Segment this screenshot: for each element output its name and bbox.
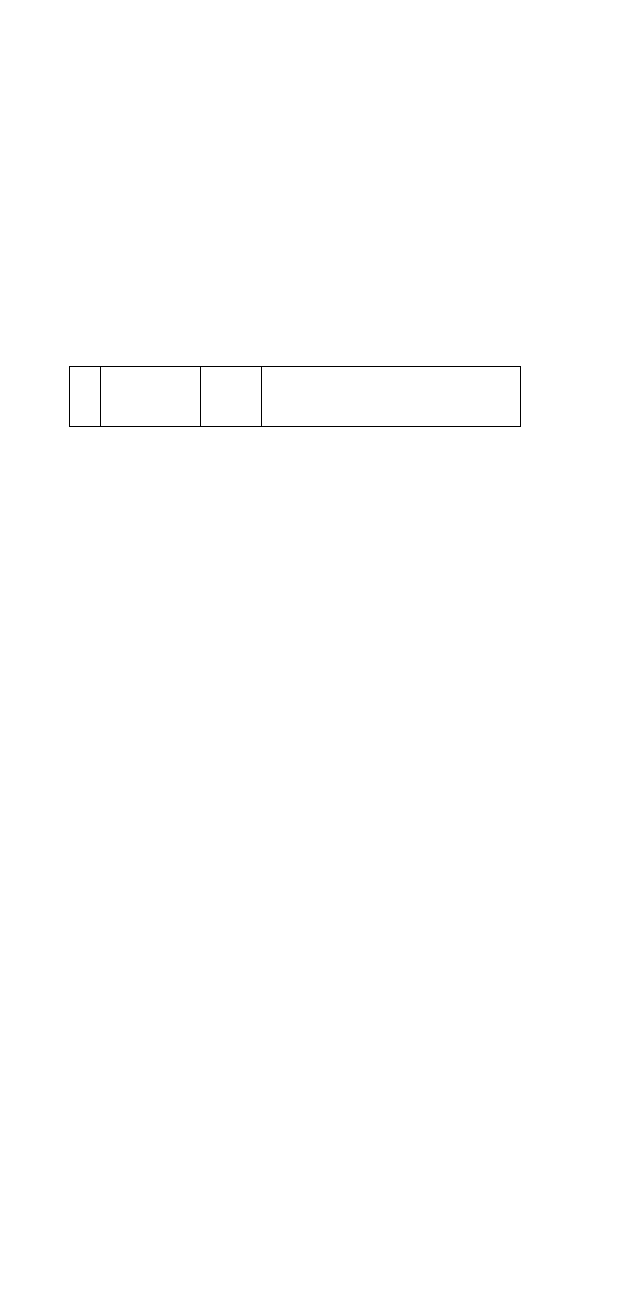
header-section	[70, 367, 101, 427]
header-date	[101, 367, 201, 427]
schedule-table-bottom	[69, 366, 521, 427]
header-row	[70, 367, 521, 427]
header-card	[262, 367, 521, 427]
header-group	[201, 367, 262, 427]
